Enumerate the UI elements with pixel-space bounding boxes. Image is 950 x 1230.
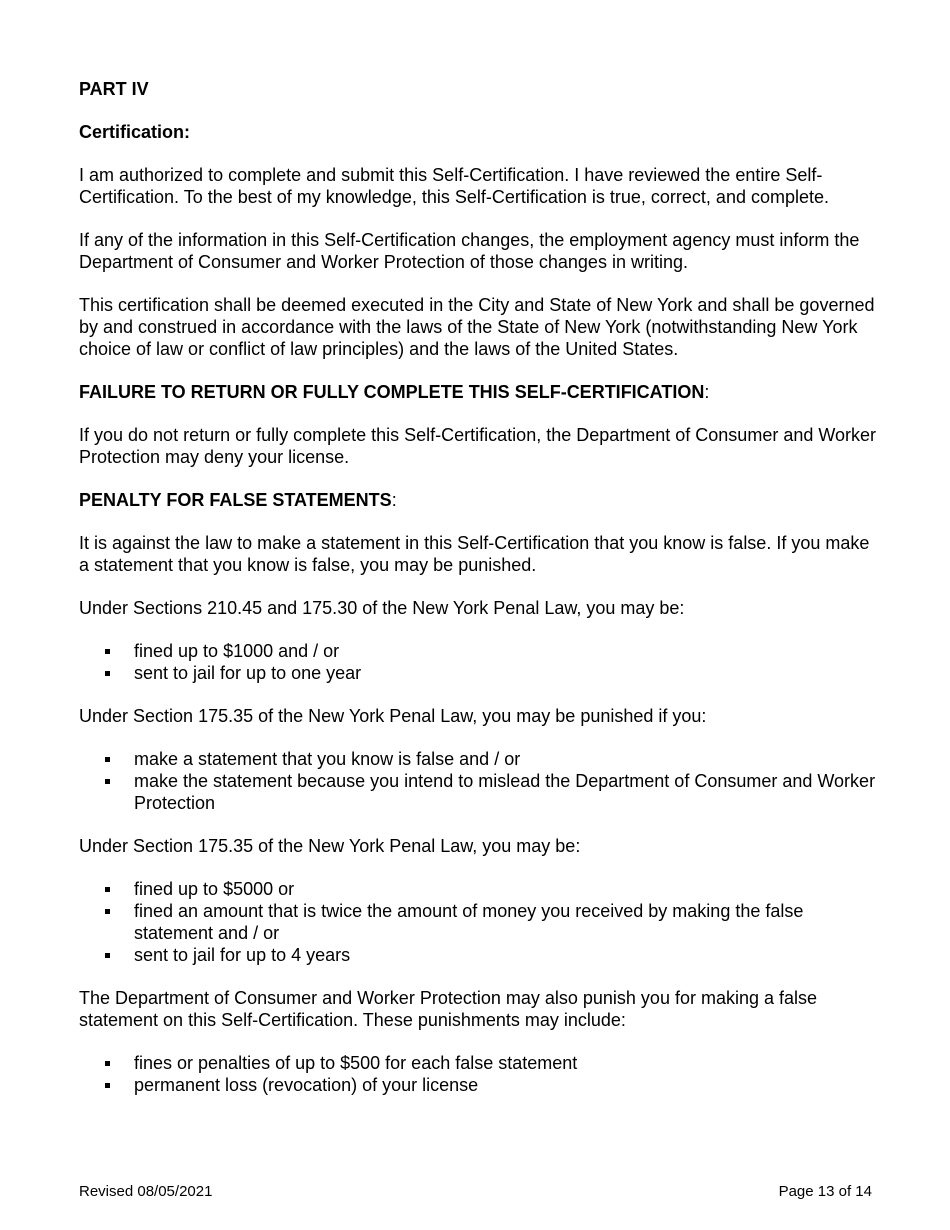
- penalty-heading-line: [79, 489, 879, 511]
- failure-heading-line: [79, 381, 879, 403]
- certification-paragraph: If any of the information in this Self-Certification changes, the employment agency must inform the Department of Consumer and Worker Protection of those changes in writing.: [79, 230, 860, 272]
- penalty-list: [79, 1052, 879, 1096]
- page-number: Page 13 of 14: [778, 1183, 872, 1200]
- list-item: sent to jail for up to 4 years: [79, 944, 879, 966]
- failure-heading: FAILURE TO RETURN OR FULLY COMPLETE THIS SELF-CERTIFICATION: [79, 382, 705, 402]
- penalty-intro: It is against the law to make a statement in this Self-Certification that you know is false. If you make a statement that you know is false, you may be punished.: [79, 533, 870, 575]
- document-page: [79, 78, 879, 1096]
- failure-heading-colon: :: [704, 382, 710, 402]
- penalty-section-lead: The Department of Consumer and Worker Protection may also punish you for making a false statement on this Self-Certification. These punishments may include:: [79, 988, 818, 1030]
- penalty-list: [79, 748, 879, 814]
- certification-paragraph: I am authorized to complete and submit this Self-Certification. I have reviewed the entire Self-Certification. To the best of my knowledge, this Self-Certification is true, correct, and complete.: [79, 165, 830, 207]
- failure-paragraph: If you do not return or fully complete this Self-Certification, the Department of Consumer and Worker Protection may deny your license.: [79, 425, 877, 467]
- penalty-list: [79, 878, 879, 966]
- penalty-section-lead: Under Section 175.35 of the New York Penal Law, you may be:: [79, 836, 581, 856]
- list-item: make the statement because you intend to mislead the Department of Consumer and Worker Protection: [79, 770, 879, 814]
- list-item: fined up to $1000 and / or: [79, 640, 879, 662]
- list-item: permanent loss (revocation) of your license: [79, 1074, 879, 1096]
- part-heading: PART IV: [79, 79, 149, 99]
- list-item: make a statement that you know is false and / or: [79, 748, 879, 770]
- penalty-list: [79, 640, 879, 684]
- penalty-section-lead: Under Section 175.35 of the New York Penal Law, you may be punished if you:: [79, 706, 707, 726]
- list-item: fines or penalties of up to $500 for each false statement: [79, 1052, 879, 1074]
- certification-paragraph: This certification shall be deemed executed in the City and State of New York and shall be governed by and construed in accordance with the laws of the State of New York (notwithstanding New York choice of law or conflict of law principles) and the laws of the United States.: [79, 295, 875, 359]
- penalty-heading-colon: :: [391, 490, 397, 510]
- penalty-heading: PENALTY FOR FALSE STATEMENTS: [79, 490, 392, 510]
- certification-heading: Certification:: [79, 122, 191, 142]
- list-item: fined up to $5000 or: [79, 878, 879, 900]
- penalty-section-lead: Under Sections 210.45 and 175.30 of the New York Penal Law, you may be:: [79, 598, 685, 618]
- revised-date: Revised 08/05/2021: [79, 1183, 213, 1200]
- list-item: sent to jail for up to one year: [79, 662, 879, 684]
- list-item: fined an amount that is twice the amount of money you received by making the false statement and / or: [79, 900, 879, 944]
